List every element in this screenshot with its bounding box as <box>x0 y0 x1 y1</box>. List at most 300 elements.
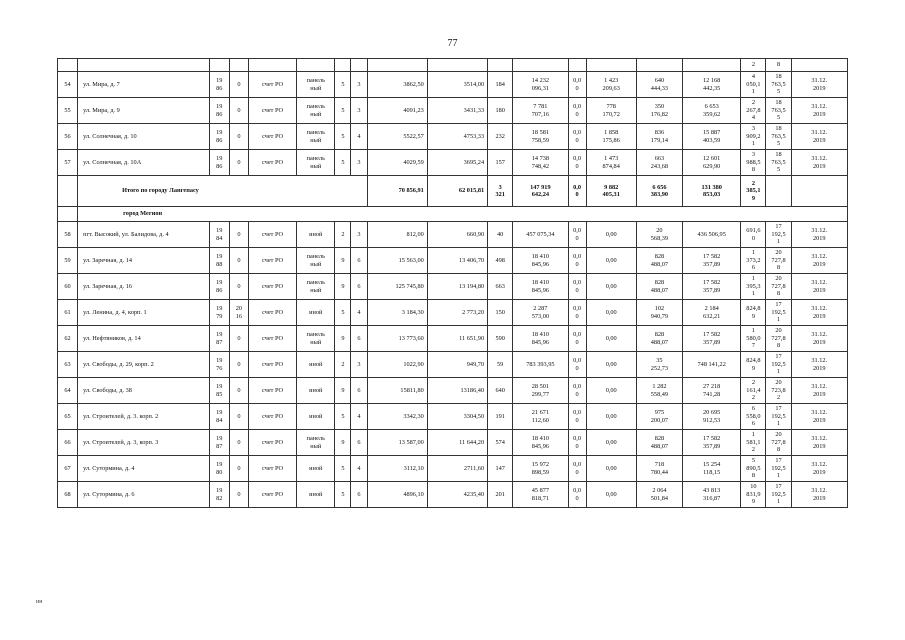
table-cell: 3 <box>351 72 367 98</box>
table-cell: 718 780,44 <box>636 456 682 482</box>
table-cell: 0,0 0 <box>568 72 586 98</box>
table-cell: счет РО <box>248 456 296 482</box>
table-cell: 1022,90 <box>367 352 427 378</box>
table-cell <box>766 176 791 207</box>
table-cell: 63 <box>58 352 78 378</box>
table-cell: иной <box>297 352 335 378</box>
table-cell: 660,90 <box>427 222 487 248</box>
table-cell: 20 727,8 8 <box>766 326 791 352</box>
table-row <box>58 124 848 150</box>
table-cell: 3112,10 <box>367 456 427 482</box>
table-cell: 574 <box>488 430 513 456</box>
table-cell: 18 410 845,96 <box>513 274 568 300</box>
table-cell: 31.12. 2019 <box>791 124 847 150</box>
table-cell: 0,00 <box>586 456 636 482</box>
table-cell: 0,00 <box>586 248 636 274</box>
table-cell: 0,0 0 <box>568 150 586 176</box>
table-cell: 5 <box>335 482 351 508</box>
table-cell: 8 <box>766 59 791 72</box>
table-cell: 1 858 175,86 <box>586 124 636 150</box>
table-cell: 11 651,90 <box>427 326 487 352</box>
table-cell: 191 <box>488 404 513 430</box>
table-cell: 40 <box>488 222 513 248</box>
table-cell: 0,00 <box>586 430 636 456</box>
total-label: Итого по городу Лангепасу <box>78 176 367 207</box>
table-cell: 18 763,5 5 <box>766 72 791 98</box>
table-cell: 18 410 845,96 <box>513 430 568 456</box>
table-cell <box>209 59 229 72</box>
table-cell: 0 <box>229 482 248 508</box>
table-cell: 2 773,20 <box>427 300 487 326</box>
table-cell: 57 <box>58 150 78 176</box>
table-cell: 31.12. 2019 <box>791 378 847 404</box>
table-cell: 31.12. 2019 <box>791 456 847 482</box>
table-row <box>58 72 848 98</box>
table-cell: 31.12. 2019 <box>791 150 847 176</box>
table-cell: 2 267,8 4 <box>741 98 766 124</box>
table-cell: 457 075,34 <box>513 222 568 248</box>
table-cell: счет РО <box>248 404 296 430</box>
table-cell: счет РО <box>248 150 296 176</box>
table-cell: 0,0 0 <box>568 378 586 404</box>
table-cell: 18 763,5 5 <box>766 98 791 124</box>
table-cell: 6 558,0 6 <box>741 404 766 430</box>
table-cell: 15 972 898,59 <box>513 456 568 482</box>
table-cell: 125 745,80 <box>367 274 427 300</box>
table-cell: 12 168 442,35 <box>683 72 741 98</box>
table-cell: 31.12. 2019 <box>791 404 847 430</box>
table-cell: 19 86 <box>209 274 229 300</box>
table-cell: 61 <box>58 300 78 326</box>
table-cell: 18 763,5 5 <box>766 150 791 176</box>
table-cell: 12 601 629,90 <box>683 150 741 176</box>
table-cell: 2 <box>741 59 766 72</box>
table-cell: 19 79 <box>209 300 229 326</box>
table-cell: 0 <box>229 124 248 150</box>
table-cell: 15 563,00 <box>367 248 427 274</box>
table-cell <box>58 59 78 72</box>
table-cell: 17 192,5 1 <box>766 352 791 378</box>
table-cell: 0,00 <box>586 404 636 430</box>
city-heading: город Мегион <box>78 207 848 222</box>
table-cell: ул. Свободы, д. 29, корп. 2 <box>78 352 210 378</box>
table-cell: ул. Свободы, д. 38 <box>78 378 210 404</box>
table-cell: 4 050,1 1 <box>741 72 766 98</box>
total-cell: 70 856,91 <box>367 176 427 207</box>
table-cell: пгт. Высокий, ул. Балидова, д. 4 <box>78 222 210 248</box>
table-cell: 19 76 <box>209 352 229 378</box>
table-cell: 15811,80 <box>367 378 427 404</box>
table-cell: 0 <box>229 326 248 352</box>
table-cell: 17 192,5 1 <box>766 404 791 430</box>
total-cell: 0,0 0 <box>568 176 586 207</box>
table-cell: счет РО <box>248 326 296 352</box>
table-cell: 828 488,07 <box>636 248 682 274</box>
table-cell: ул. Мира, д. 9 <box>78 98 210 124</box>
table-cell: панель ный <box>297 72 335 98</box>
table-cell <box>58 207 78 222</box>
table-cell: 975 200,07 <box>636 404 682 430</box>
table-row <box>58 404 848 430</box>
table-cell: 31.12. 2019 <box>791 98 847 124</box>
table-cell: 0 <box>229 378 248 404</box>
table-cell: 3 909,2 1 <box>741 124 766 150</box>
table-cell: 2 287 573,00 <box>513 300 568 326</box>
table-cell: 17 582 357,89 <box>683 326 741 352</box>
table-cell: панель ный <box>297 326 335 352</box>
table-cell: 5 <box>335 456 351 482</box>
table-cell: 184 <box>488 72 513 98</box>
table-cell: 19 84 <box>209 222 229 248</box>
table-cell: 65 <box>58 404 78 430</box>
table-cell <box>427 59 487 72</box>
table-cell: 31.12. 2019 <box>791 274 847 300</box>
table-cell: 59 <box>488 352 513 378</box>
table-cell: 5 <box>335 72 351 98</box>
table-cell: 691,6 0 <box>741 222 766 248</box>
table-cell: 783 393,95 <box>513 352 568 378</box>
table-cell: 3 <box>351 150 367 176</box>
table-cell: 1 373,2 6 <box>741 248 766 274</box>
table-cell: 20 695 912,53 <box>683 404 741 430</box>
table-cell: 663 243,68 <box>636 150 682 176</box>
table-cell: иной <box>297 378 335 404</box>
total-cell: 2 385,1 9 <box>741 176 766 207</box>
table-cell: 20 568,39 <box>636 222 682 248</box>
table-cell: 54 <box>58 72 78 98</box>
table-cell: 19 80 <box>209 456 229 482</box>
table-cell: 31.12. 2019 <box>791 482 847 508</box>
table-cell: 19 86 <box>209 72 229 98</box>
page-number: 77 <box>447 38 458 49</box>
table-cell: 10 831,9 9 <box>741 482 766 508</box>
table-cell: 6 653 359,62 <box>683 98 741 124</box>
table-row <box>58 222 848 248</box>
table-cell: 1 580,0 7 <box>741 326 766 352</box>
table-cell: 1 423 209,63 <box>586 72 636 98</box>
table-cell: ул. Нефтяников, д. 14 <box>78 326 210 352</box>
table-cell: ул. Мира, д. 7 <box>78 72 210 98</box>
table-row <box>58 326 848 352</box>
total-cell: 147 919 642,24 <box>513 176 568 207</box>
table-row <box>58 274 848 300</box>
table-cell: 31.12. 2019 <box>791 222 847 248</box>
table-cell: 2711,60 <box>427 456 487 482</box>
table-cell: 18 763,5 5 <box>766 124 791 150</box>
table-cell: 0 <box>229 72 248 98</box>
table-cell: 3 <box>351 222 367 248</box>
table-cell: 17 192,5 1 <box>766 456 791 482</box>
table-row <box>58 482 848 508</box>
table-cell: 58 <box>58 222 78 248</box>
table-cell: 0,0 0 <box>568 124 586 150</box>
table-cell: 9 <box>335 248 351 274</box>
table-cell: 147 <box>488 456 513 482</box>
table-cell: 2 <box>335 222 351 248</box>
table-row <box>58 98 848 124</box>
table-cell: ул. Заречная, д. 14 <box>78 248 210 274</box>
table-cell: 17 582 357,89 <box>683 274 741 300</box>
table-cell: 2 184 632,21 <box>683 300 741 326</box>
table-cell: 6 <box>351 274 367 300</box>
table-cell: 19 87 <box>209 326 229 352</box>
table-cell: 3342,30 <box>367 404 427 430</box>
table-cell: 19 87 <box>209 430 229 456</box>
table-cell: 828 488,07 <box>636 274 682 300</box>
table-cell: 0 <box>229 430 248 456</box>
table-cell: 4896,10 <box>367 482 427 508</box>
table-cell: 0 <box>229 404 248 430</box>
table-cell: 6 <box>351 326 367 352</box>
table-cell: ул. Сутормина, д. 6 <box>78 482 210 508</box>
table-cell: 0 <box>229 150 248 176</box>
table-cell <box>229 59 248 72</box>
table-cell: 19 86 <box>209 150 229 176</box>
table-cell <box>791 59 847 72</box>
table-cell: 20 727,8 8 <box>766 430 791 456</box>
table-cell: 4235,40 <box>427 482 487 508</box>
table-cell: 18 410 845,96 <box>513 248 568 274</box>
table-cell: 20 723,8 2 <box>766 378 791 404</box>
table-cell: панель ный <box>297 124 335 150</box>
table-cell: 0,0 0 <box>568 300 586 326</box>
table-cell: иной <box>297 300 335 326</box>
table-cell: 55 <box>58 98 78 124</box>
table-cell: 824,8 9 <box>741 300 766 326</box>
table-cell: 17 582 357,89 <box>683 248 741 274</box>
table-cell: 180 <box>488 98 513 124</box>
table-cell: 13186,40 <box>427 378 487 404</box>
table-cell: 5 890,5 8 <box>741 456 766 482</box>
table-cell: 3 988,5 8 <box>741 150 766 176</box>
table-cell: иной <box>297 482 335 508</box>
table-cell: 59 <box>58 248 78 274</box>
table-cell: 436 506,95 <box>683 222 741 248</box>
table-cell: 0,0 0 <box>568 222 586 248</box>
table-cell <box>568 59 586 72</box>
table-cell: 19 86 <box>209 98 229 124</box>
table-cell: панель ный <box>297 430 335 456</box>
table-cell: 0,00 <box>586 300 636 326</box>
total-row <box>58 176 848 207</box>
table-cell: 2 <box>335 352 351 378</box>
table-cell: счет РО <box>248 378 296 404</box>
table-cell: 778 170,72 <box>586 98 636 124</box>
table-cell: 28 501 299,77 <box>513 378 568 404</box>
table-cell: 35 252,73 <box>636 352 682 378</box>
table-cell: 3695,24 <box>427 150 487 176</box>
total-cell: 9 882 405,31 <box>586 176 636 207</box>
table-cell: 31.12. 2019 <box>791 248 847 274</box>
table-cell: 5 <box>335 124 351 150</box>
table-cell: 828 488,07 <box>636 326 682 352</box>
table-cell: 0,00 <box>586 378 636 404</box>
table-cell: 15 887 403,59 <box>683 124 741 150</box>
table-cell: 31.12. 2019 <box>791 430 847 456</box>
table-cell: 812,00 <box>367 222 427 248</box>
footer-mark: нн <box>36 599 43 605</box>
table-cell: 949,70 <box>427 352 487 378</box>
table-cell: 5522,57 <box>367 124 427 150</box>
table-cell: 27 218 741,28 <box>683 378 741 404</box>
table-cell: 498 <box>488 248 513 274</box>
table-cell: ул. Строителей, д. 3, корп. 3 <box>78 430 210 456</box>
table-cell: 19 85 <box>209 378 229 404</box>
table-cell <box>367 59 427 72</box>
table-cell: 201 <box>488 482 513 508</box>
table-cell: 19 82 <box>209 482 229 508</box>
table-cell: 66 <box>58 430 78 456</box>
table-cell: 5 <box>335 404 351 430</box>
table-cell: 17 582 357,89 <box>683 430 741 456</box>
table-cell: 13 194,80 <box>427 274 487 300</box>
table-cell: 590 <box>488 326 513 352</box>
table-cell: счет РО <box>248 248 296 274</box>
table-cell: 60 <box>58 274 78 300</box>
table-cell: 6 <box>351 482 367 508</box>
table-cell: 6 <box>351 248 367 274</box>
table-cell: 20 16 <box>229 300 248 326</box>
table-cell: 640 <box>488 378 513 404</box>
table-cell: 2 161,4 2 <box>741 378 766 404</box>
table-cell: 663 <box>488 274 513 300</box>
table-cell <box>791 176 847 207</box>
table-cell: 4 <box>351 404 367 430</box>
table-cell <box>636 59 682 72</box>
city-heading-row <box>58 207 848 222</box>
table-cell: 0,00 <box>586 352 636 378</box>
table-cell: счет РО <box>248 124 296 150</box>
table-cell: 0,0 0 <box>568 274 586 300</box>
table-cell: 4091,23 <box>367 98 427 124</box>
table-cell: 0 <box>229 248 248 274</box>
table-cell: ул. Строителей, д. 3. корп. 2 <box>78 404 210 430</box>
table-row <box>58 456 848 482</box>
table-cell: 9 <box>335 326 351 352</box>
table-cell: 0,00 <box>586 274 636 300</box>
table-cell: 0,0 0 <box>568 98 586 124</box>
table-cell: 0,0 0 <box>568 352 586 378</box>
table-cell: 0,00 <box>586 326 636 352</box>
table-cell <box>683 59 741 72</box>
table-cell: 5 <box>335 150 351 176</box>
table-cell: 0 <box>229 274 248 300</box>
table-cell: 17 192,5 1 <box>766 222 791 248</box>
table-cell: счет РО <box>248 300 296 326</box>
table-cell: ул. Ленина, д. 4, корп. 1 <box>78 300 210 326</box>
table-cell: 64 <box>58 378 78 404</box>
table-cell: панель ный <box>297 248 335 274</box>
table-cell <box>248 59 296 72</box>
table-cell: 3862,50 <box>367 72 427 98</box>
table-cell: 640 444,33 <box>636 72 682 98</box>
table-cell: 5 <box>335 98 351 124</box>
table-cell: 3431,33 <box>427 98 487 124</box>
table-cell: 3304,50 <box>427 404 487 430</box>
total-cell: 3 321 <box>488 176 513 207</box>
table-cell: 0,00 <box>586 482 636 508</box>
table-cell: 18 581 758,59 <box>513 124 568 150</box>
table-cell: 19 84 <box>209 404 229 430</box>
table-cell: 4 <box>351 456 367 482</box>
table-cell: 0,0 0 <box>568 482 586 508</box>
table-cell: ул. Солнечная, д. 10 <box>78 124 210 150</box>
table-cell: 0,0 0 <box>568 430 586 456</box>
table-cell: 11 644,20 <box>427 430 487 456</box>
table-cell: 0,0 0 <box>568 248 586 274</box>
table-cell: 9 <box>335 378 351 404</box>
table-cell: ул. Сутормина, д. 4 <box>78 456 210 482</box>
table-cell: 14 738 748,42 <box>513 150 568 176</box>
table-cell: 13 773,60 <box>367 326 427 352</box>
table-cell: 232 <box>488 124 513 150</box>
table-cell: 67 <box>58 456 78 482</box>
table-cell: 0,0 0 <box>568 326 586 352</box>
table-cell: 19 88 <box>209 248 229 274</box>
table-cell: 56 <box>58 124 78 150</box>
table-cell: 6 <box>351 430 367 456</box>
table-cell: 3514,00 <box>427 72 487 98</box>
table-row <box>58 378 848 404</box>
table-cell: 0,0 0 <box>568 456 586 482</box>
table-cell: 15 254 118,15 <box>683 456 741 482</box>
table-cell: 0,0 0 <box>568 404 586 430</box>
table-row <box>58 150 848 176</box>
table-cell: 157 <box>488 150 513 176</box>
total-cell: 6 656 383,90 <box>636 176 682 207</box>
table-cell: счет РО <box>248 274 296 300</box>
table-cell: 102 940,79 <box>636 300 682 326</box>
table-cell: ул. Солнечная, д. 10А <box>78 150 210 176</box>
table-cell: 9 <box>335 274 351 300</box>
table-row <box>58 352 848 378</box>
table-cell: панель ный <box>297 274 335 300</box>
table-cell <box>513 59 568 72</box>
table-cell: 1 473 874,84 <box>586 150 636 176</box>
table-cell: 3 <box>351 352 367 378</box>
table-cell: 9 <box>335 430 351 456</box>
table-cell: 4 <box>351 124 367 150</box>
table-cell <box>351 59 367 72</box>
table-cell: 0 <box>229 352 248 378</box>
table-cell: счет РО <box>248 352 296 378</box>
table-cell: 62 <box>58 326 78 352</box>
table-cell: 13 587,00 <box>367 430 427 456</box>
table-cell: 19 86 <box>209 124 229 150</box>
table-cell: 1 282 558,49 <box>636 378 682 404</box>
table-cell: 45 877 818,71 <box>513 482 568 508</box>
table-cell <box>335 59 351 72</box>
table-cell: 4029,59 <box>367 150 427 176</box>
total-cell: 131 380 853,03 <box>683 176 741 207</box>
table-cell: 3 184,30 <box>367 300 427 326</box>
table-cell <box>586 59 636 72</box>
table-cell <box>78 59 210 72</box>
table-cell: 0 <box>229 456 248 482</box>
table-cell: 20 727,8 8 <box>766 274 791 300</box>
repair-schedule-table <box>57 58 848 508</box>
table-cell: иной <box>297 404 335 430</box>
table-cell: счет РО <box>248 72 296 98</box>
table-cell: счет РО <box>248 222 296 248</box>
table-cell: панель ный <box>297 98 335 124</box>
table-cell: 150 <box>488 300 513 326</box>
table-row <box>58 59 848 72</box>
table-cell: счет РО <box>248 482 296 508</box>
table-cell: 4 <box>351 300 367 326</box>
table-cell: 3 <box>351 98 367 124</box>
total-cell: 62 015,81 <box>427 176 487 207</box>
